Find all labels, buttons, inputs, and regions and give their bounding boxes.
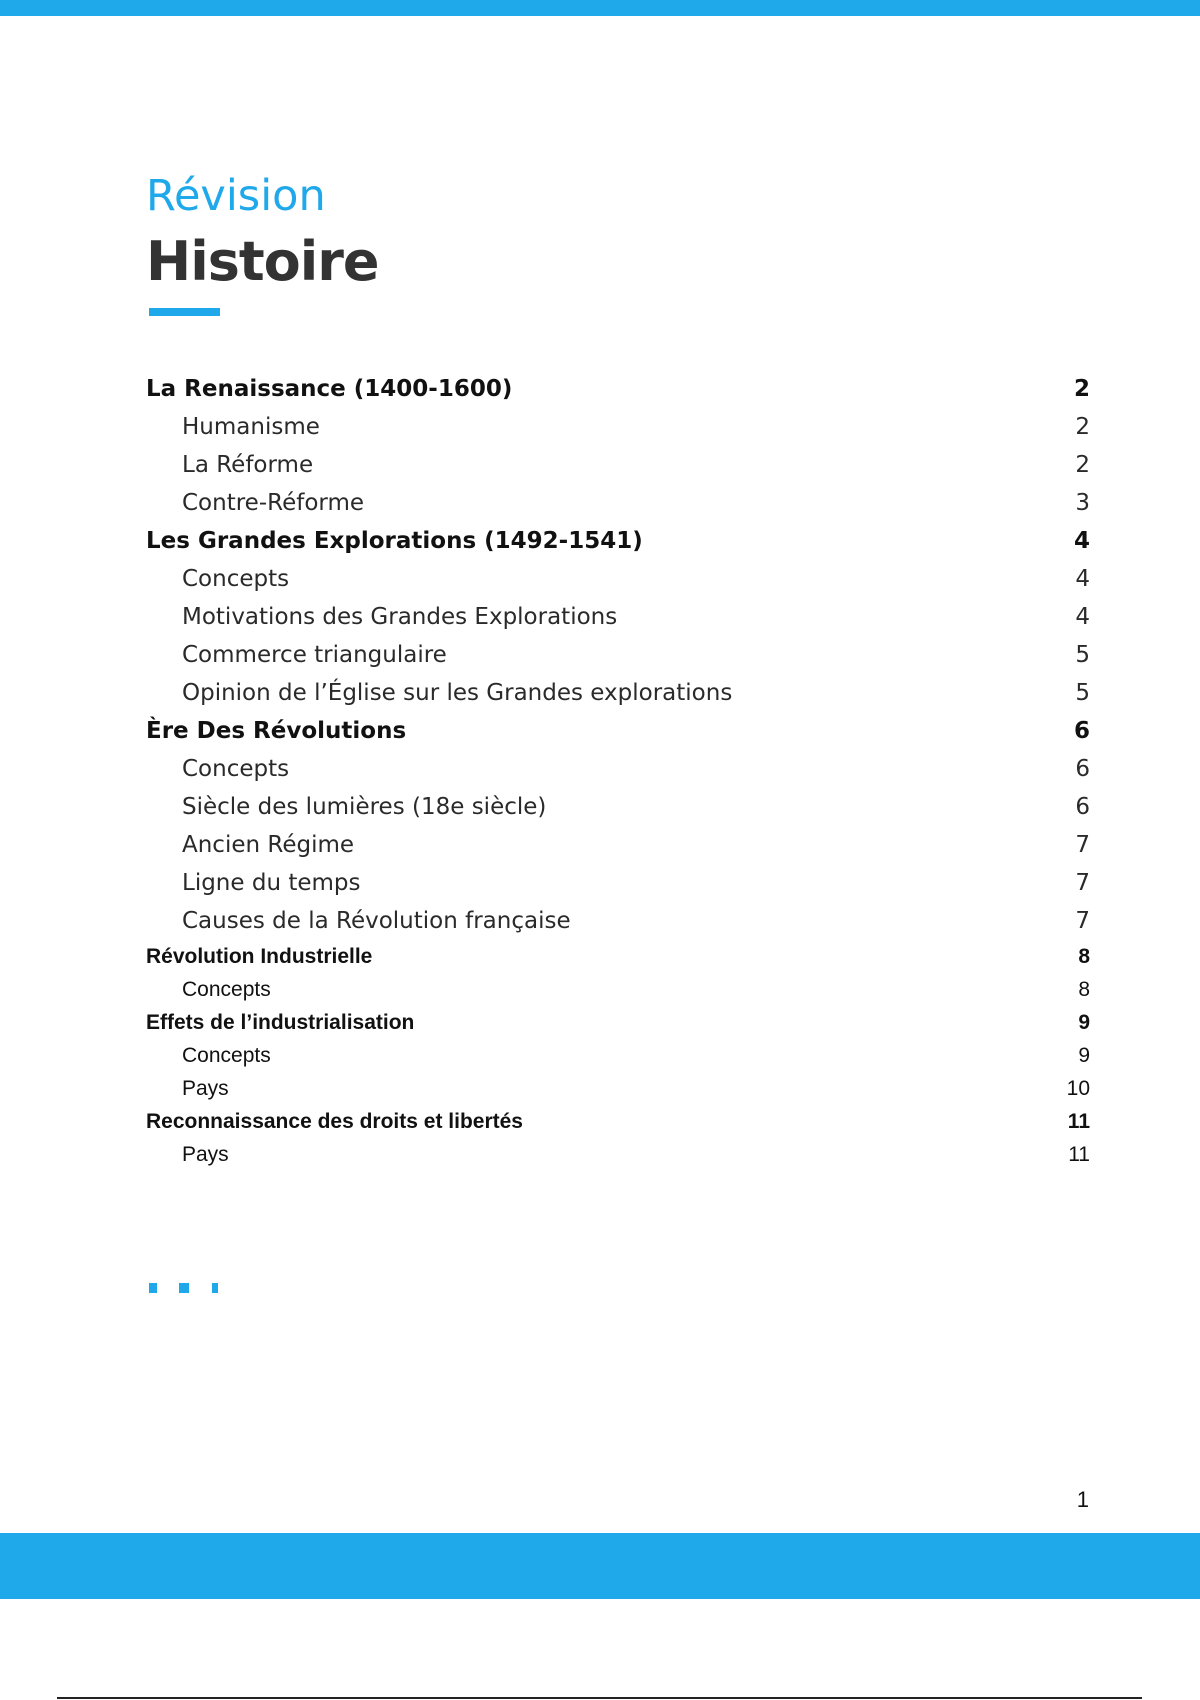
decorative-dot [212, 1283, 218, 1293]
toc-entry-page: 10 [1066, 1076, 1090, 1100]
page-number: 1 [1076, 1487, 1089, 1512]
toc-subsection-entry[interactable] [146, 1138, 1090, 1171]
toc-subsection-entry[interactable] [146, 1072, 1090, 1105]
decorative-dot [149, 1283, 157, 1293]
toc-subsection-entry[interactable] [146, 973, 1090, 1006]
toc-section-entry[interactable] [146, 370, 1090, 408]
toc-section-entry[interactable] [146, 1006, 1090, 1039]
toc-subsection-entry[interactable] [146, 1039, 1090, 1072]
toc-entry-page: 6 [1073, 718, 1090, 744]
toc-subsection-entry[interactable] [146, 788, 1090, 826]
toc-entry-page: 2 [1073, 376, 1090, 402]
toc-entry-label: Humanisme [182, 414, 320, 440]
toc-entry-page: 11 [1068, 1142, 1090, 1166]
toc-subsection-entry[interactable] [146, 826, 1090, 864]
toc-section-entry[interactable] [146, 940, 1090, 973]
toc-entry-label: Révolution Industrielle [146, 944, 373, 968]
toc-subsection-entry[interactable] [146, 484, 1090, 522]
toc-entry-page: 7 [1075, 870, 1090, 896]
toc-entry-label: Effets de l’industrialisation [146, 1010, 415, 1034]
toc-entry-page: 8 [1078, 944, 1090, 968]
toc-entry-label: Concepts [182, 756, 290, 782]
toc-entry-label: Ère Des Révolutions [146, 718, 407, 744]
toc-entry-label: Pays [182, 1142, 229, 1166]
toc-entry-page: 2 [1075, 452, 1090, 478]
toc-subsection-entry[interactable] [146, 446, 1090, 484]
toc-entry-page: 4 [1075, 604, 1090, 630]
bottom-accent-bar [0, 1533, 1200, 1599]
toc-entry-label: Pays [182, 1076, 229, 1100]
toc-entry-label: Commerce triangulaire [182, 642, 447, 668]
toc-entry-label: La Réforme [182, 452, 314, 478]
toc-subsection-entry[interactable] [146, 674, 1090, 712]
toc-entry-page: 9 [1078, 1043, 1090, 1067]
toc-entry-page: 9 [1078, 1010, 1090, 1034]
toc-entry-label: Concepts [182, 1043, 271, 1067]
toc-entry-label: Reconnaissance des droits et libertés [146, 1109, 523, 1133]
top-accent-bar [0, 0, 1200, 16]
toc-entry-label: Ancien Régime [182, 832, 355, 858]
toc-entry-label: Opinion de l’Église sur les Grandes explorations [182, 680, 733, 706]
toc-entry-page: 7 [1075, 908, 1090, 934]
toc-entry-page: 2 [1075, 414, 1090, 440]
toc-entry-label: Les Grandes Explorations (1492-1541) [146, 528, 643, 554]
toc-entry-label: Causes de la Révolution française [182, 908, 571, 934]
table-of-contents [146, 370, 1090, 1171]
title-underline [149, 308, 220, 316]
decorative-dot [179, 1283, 189, 1293]
toc-entry-label: Ligne du temps [182, 870, 361, 896]
toc-entry-page: 11 [1067, 1109, 1090, 1133]
toc-entry-label: Motivations des Grandes Explorations [182, 604, 618, 630]
toc-subsection-entry[interactable] [146, 408, 1090, 446]
toc-entry-page: 4 [1073, 528, 1090, 554]
toc-subsection-entry[interactable] [146, 598, 1090, 636]
toc-entry-page: 7 [1075, 832, 1090, 858]
toc-subsection-entry[interactable] [146, 560, 1090, 598]
toc-section-entry[interactable] [146, 1105, 1090, 1138]
toc-entry-page: 5 [1075, 642, 1090, 668]
bottom-rule [57, 1697, 1142, 1699]
toc-section-entry[interactable] [146, 522, 1090, 560]
toc-section-entry[interactable] [146, 712, 1090, 750]
toc-subsection-entry[interactable] [146, 902, 1090, 940]
toc-entry-page: 6 [1075, 794, 1090, 820]
toc-subsection-entry[interactable] [146, 750, 1090, 788]
toc-entry-page: 4 [1075, 566, 1090, 592]
toc-entry-page: 5 [1075, 680, 1090, 706]
toc-entry-label: Siècle des lumières (18e siècle) [182, 794, 547, 820]
toc-entry-page: 8 [1078, 977, 1090, 1001]
toc-subsection-entry[interactable] [146, 864, 1090, 902]
toc-entry-label: Concepts [182, 566, 290, 592]
toc-subsection-entry[interactable] [146, 636, 1090, 674]
toc-entry-label: Concepts [182, 977, 271, 1001]
document-title: Histoire [146, 230, 379, 293]
document-kicker: Révision [146, 171, 326, 221]
toc-entry-page: 3 [1075, 490, 1090, 516]
toc-entry-label: Contre-Réforme [182, 490, 365, 516]
toc-entry-page: 6 [1075, 756, 1090, 782]
toc-entry-label: La Renaissance (1400-1600) [146, 376, 513, 402]
